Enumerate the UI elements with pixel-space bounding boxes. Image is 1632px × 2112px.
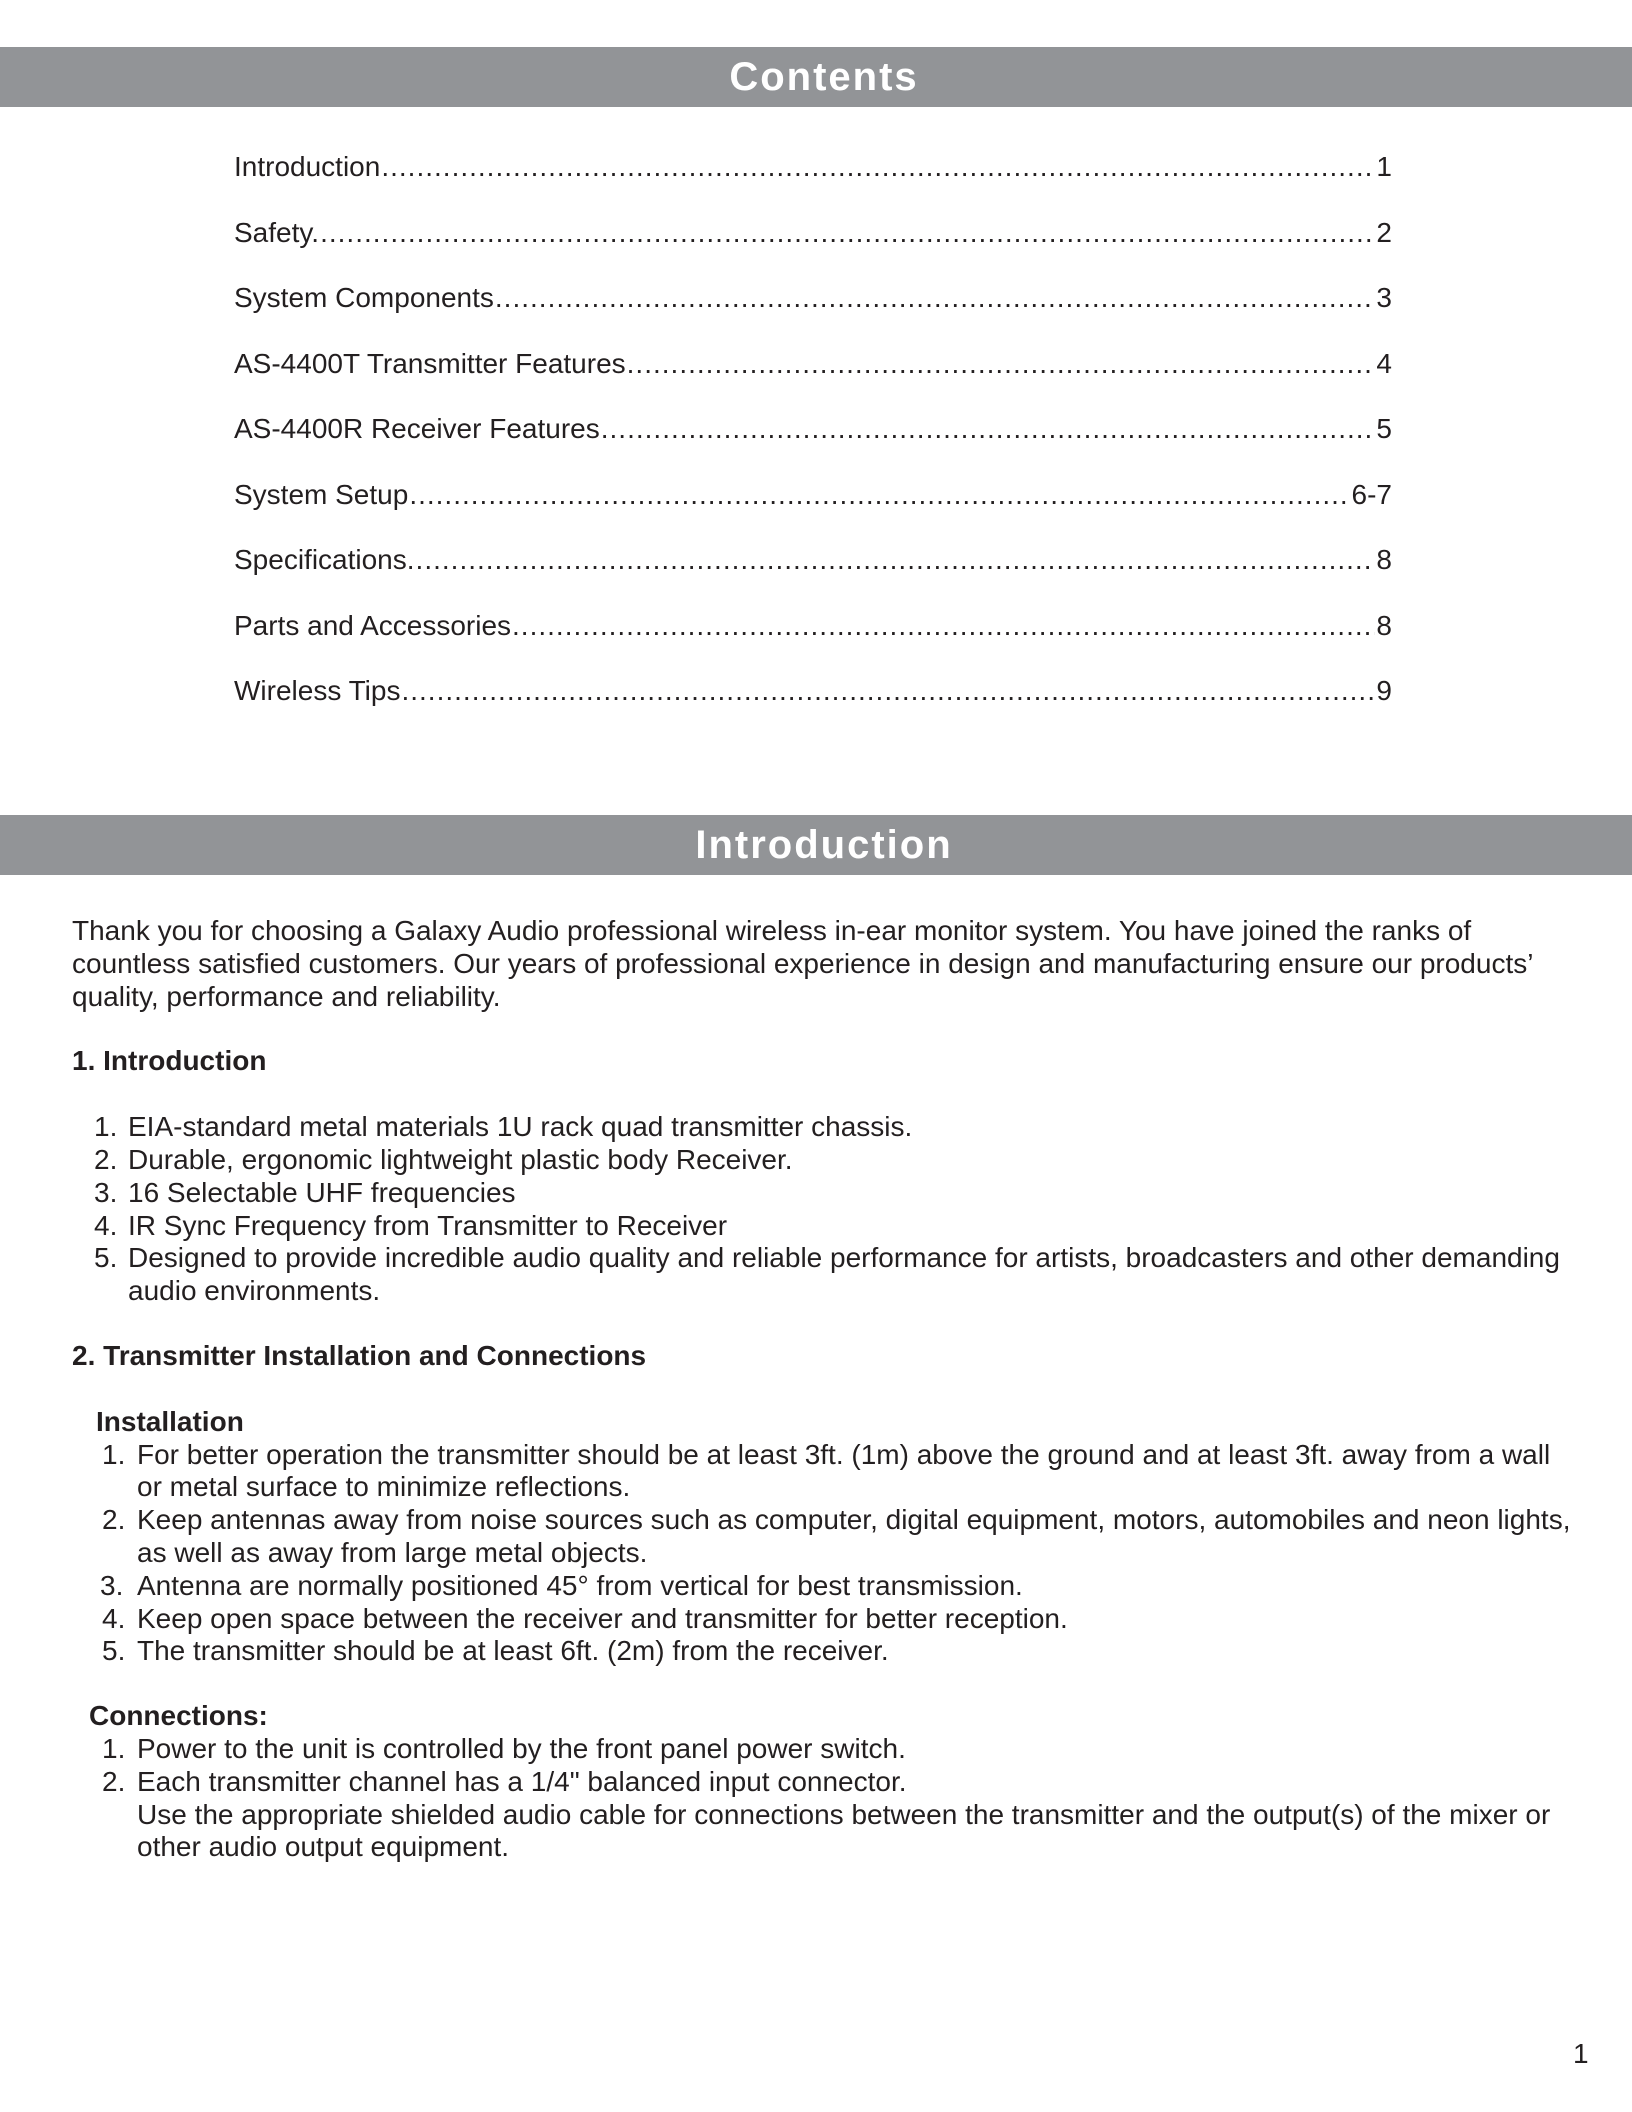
introduction-heading: Introduction xyxy=(695,822,953,867)
toc-entry-page: 3 xyxy=(1376,282,1392,313)
toc-entry[interactable] xyxy=(234,669,1392,735)
list-item xyxy=(72,1144,1572,1177)
toc-leader-dots xyxy=(627,342,1376,386)
list-item xyxy=(72,1210,1572,1243)
toc-entry-label: Specifications. xyxy=(234,544,415,575)
list-item-text: 16 Selectable UHF frequencies xyxy=(128,1176,516,1208)
list-item-text: EIA-standard metal materials 1U rack quad transmitter chassis. xyxy=(128,1111,913,1143)
list-item-text: Keep antennas away from noise sources such as computer, digital equipment, motors, automobiles and neon lights, as well as away from large metal objects. xyxy=(137,1504,1571,1568)
toc-entry[interactable] xyxy=(234,342,1392,408)
toc-entry[interactable] xyxy=(234,276,1392,342)
toc-entry-label: AS-4400T Transmitter Features xyxy=(234,347,626,379)
connections-title: Connections: xyxy=(89,1700,268,1732)
list-item-text: Durable, ergonomic lightweight plastic body Receiver. xyxy=(128,1143,793,1175)
toc-entry[interactable] xyxy=(234,604,1392,670)
list-item-number: 2. xyxy=(102,1765,126,1797)
list-item-number: 2. xyxy=(94,1143,118,1175)
list-item-number: 1. xyxy=(102,1438,126,1470)
toc-leader-dots xyxy=(416,538,1376,582)
connections-list xyxy=(96,1733,1572,1799)
toc-leader-dots xyxy=(381,145,1375,189)
contents-heading: Contents xyxy=(729,54,919,99)
toc-leader-dots xyxy=(495,276,1376,320)
toc-leader-dots xyxy=(601,407,1376,451)
list-item xyxy=(72,1177,1572,1210)
toc-entry-page: 5 xyxy=(1376,413,1392,444)
feature-list xyxy=(72,1111,1572,1308)
list-item xyxy=(72,1111,1572,1144)
toc-leader-dots xyxy=(512,604,1375,648)
list-item xyxy=(96,1733,1572,1766)
list-item xyxy=(96,1635,1572,1668)
toc-entry-label: AS-4400R Receiver Features xyxy=(234,413,600,444)
list-item xyxy=(96,1603,1572,1636)
section-title-introduction: 1. Introduction xyxy=(72,1045,267,1077)
toc-entry-label: Safety. xyxy=(234,216,320,248)
introduction-heading-banner xyxy=(0,815,1632,875)
list-item xyxy=(96,1504,1572,1570)
toc-entry-label: System Setup xyxy=(234,478,409,510)
toc-entry-label: Wireless Tips xyxy=(234,675,401,706)
toc-entry[interactable] xyxy=(234,473,1392,539)
toc-leader-dots xyxy=(409,473,1350,517)
list-item-text: Designed to provide incredible audio quality and reliable performance for artists, broadcasters and other demanding audio environments. xyxy=(128,1242,1560,1307)
list-item-text: Power to the unit is controlled by the front panel power switch. xyxy=(137,1732,906,1764)
contents-heading-banner xyxy=(0,47,1632,107)
toc-entry[interactable] xyxy=(234,538,1392,604)
section-title-transmitter-installation: 2. Transmitter Installation and Connections xyxy=(72,1339,647,1371)
list-item-text: Antenna are normally positioned 45° from vertical for best transmission. xyxy=(137,1569,1023,1601)
list-item-number: 2. xyxy=(102,1504,126,1536)
list-item xyxy=(72,1242,1572,1308)
list-item xyxy=(96,1570,1572,1603)
list-item-text: For better operation the transmitter should be at least 3ft. (1m) above the ground and at least 3ft. away from a wall or metal surface to minimize reflections. xyxy=(137,1438,1551,1503)
toc-entry-page: 2 xyxy=(1376,216,1392,248)
connections-note: Use the appropriate shielded audio cable for connections between the transmitter and the output(s) of the mixer or other audio output equipment. xyxy=(137,1798,1551,1863)
page-number: 1 xyxy=(1573,2038,1589,2069)
list-item-number: 1. xyxy=(102,1732,126,1764)
toc-entry[interactable] xyxy=(234,211,1392,277)
toc-leader-dots xyxy=(320,211,1375,255)
list-item-number: 4. xyxy=(102,1602,126,1634)
toc-entry-page: 1 xyxy=(1376,151,1392,182)
toc-leader-dots xyxy=(401,669,1375,713)
list-item-number: 1. xyxy=(94,1111,118,1143)
list-item-text: Keep open space between the receiver and transmitter for better reception. xyxy=(137,1602,1068,1634)
toc-entry-page: 9 xyxy=(1376,675,1392,706)
toc-entry-page: 6-7 xyxy=(1351,478,1392,510)
installation-title: Installation xyxy=(96,1405,244,1437)
installation-block xyxy=(72,1406,1572,1864)
list-item-text: IR Sync Frequency from Transmitter to Receiver xyxy=(128,1209,728,1241)
intro-paragraph: Thank you for choosing a Galaxy Audio professional wireless in-ear monitor system. You have joined the ranks of countless satisfied customers. Our years of professional experience in design and manufacturing ensure our products’ quality, performance and reliability. xyxy=(72,915,1533,1012)
toc-entry-label: System Components xyxy=(234,282,494,313)
toc-entry-page: 8 xyxy=(1376,609,1392,641)
toc-entry-label: Introduction xyxy=(234,151,381,182)
installation-list xyxy=(96,1439,1572,1669)
toc-entry-page: 8 xyxy=(1376,544,1392,575)
list-item xyxy=(96,1766,1572,1799)
toc-entry[interactable] xyxy=(234,407,1392,473)
toc-entry[interactable] xyxy=(234,145,1392,211)
introduction-body xyxy=(72,915,1572,1864)
toc-entry-label: Parts and Accessories xyxy=(234,609,512,641)
list-item-text: The transmitter should be at least 6ft. (2m) from the receiver. xyxy=(137,1635,889,1667)
list-item xyxy=(96,1439,1572,1505)
list-item-number: 5. xyxy=(94,1242,118,1274)
table-of-contents xyxy=(234,145,1392,735)
list-item-number: 3. xyxy=(100,1569,124,1601)
list-item-text: Each transmitter channel has a 1/4" balanced input connector. xyxy=(137,1765,907,1797)
list-item-number: 4. xyxy=(94,1209,118,1241)
toc-entry-page: 4 xyxy=(1376,347,1392,379)
list-item-number: 5. xyxy=(102,1635,126,1667)
list-item-number: 3. xyxy=(94,1176,118,1208)
